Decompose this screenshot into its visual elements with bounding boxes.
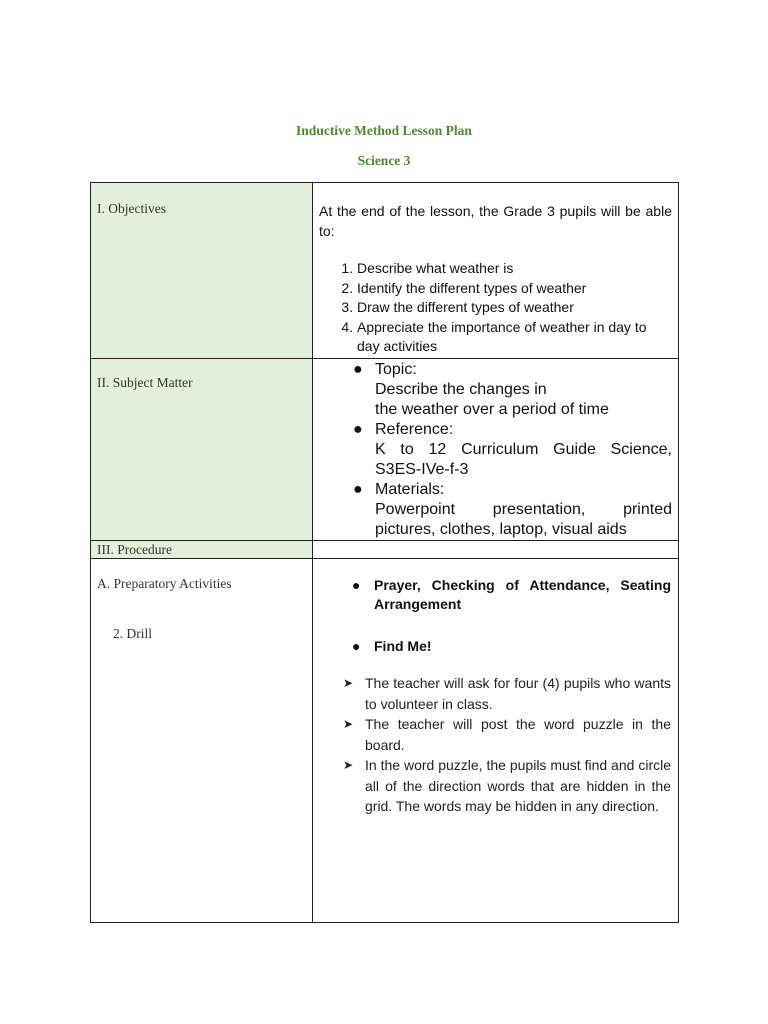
drill-step-text: The teacher will post the word puzzle in the board.	[365, 716, 671, 753]
bullet-icon: ●	[352, 577, 361, 593]
objectives-list	[313, 259, 672, 357]
reference-item	[353, 420, 672, 480]
table-row-subject-matter	[91, 359, 679, 541]
topic-line: Describe the changes in	[375, 381, 547, 398]
topic-line: the weather over a period of time	[375, 401, 609, 418]
subject-matter-label: II. Subject Matter	[97, 375, 193, 390]
bullet-icon: ●	[353, 481, 363, 498]
arrow-bullet-icon: ➤	[343, 717, 354, 731]
lesson-plan-table	[90, 182, 679, 923]
topic-item	[353, 360, 672, 420]
materials-item	[353, 480, 672, 540]
procedure-label-cell	[91, 541, 313, 559]
objectives-label: I. Objectives	[97, 201, 166, 216]
drill-step	[343, 714, 671, 755]
objective-item: 1. Describe what weather is	[357, 259, 672, 279]
document-title: Inductive Method Lesson Plan	[296, 123, 472, 138]
reference-line: S3ES-IVe-f-3	[375, 461, 469, 478]
materials-line: Powerpoint presentation, printed	[375, 501, 672, 518]
preparatory-label-cell	[91, 559, 313, 923]
reference-line: K to 12 Curriculum Guide Science,	[375, 441, 672, 458]
procedure-label: III. Procedure	[97, 542, 172, 557]
bullet-icon: ●	[353, 361, 363, 378]
subject-matter-label-cell	[91, 359, 313, 541]
drill-step-text: The teacher will ask for four (4) pupils who wants to volunteer in class.	[365, 675, 671, 712]
objectives-label-cell	[91, 183, 313, 359]
preparatory-label: A. Preparatory Activities	[97, 576, 232, 591]
document-subtitle: Science 3	[357, 153, 411, 168]
table-row-procedure	[91, 541, 679, 559]
reference-label: Reference:	[375, 421, 454, 438]
objective-item: 3. Draw the different types of weather	[357, 298, 672, 318]
materials-label: Materials:	[375, 481, 445, 498]
topic-label: Topic:	[375, 361, 417, 378]
drill-step	[343, 673, 671, 714]
objectives-intro: At the end of the lesson, the Grade 3 pupils will be able to:	[319, 203, 672, 239]
find-me-item	[352, 637, 671, 656]
find-me-text: Find Me!	[374, 638, 432, 654]
procedure-content-cell	[313, 541, 679, 559]
arrow-bullet-icon: ➤	[343, 676, 354, 690]
materials-line: pictures, clothes, laptop, visual aids	[375, 521, 627, 538]
table-row-objectives	[91, 183, 679, 359]
drill-step-text: In the word puzzle, the pupils must find and circle all of the direction words that are hidden in the grid. The words may be hidden in any direction.	[365, 757, 671, 814]
table-row-preparatory	[91, 559, 679, 923]
drill-steps-list	[313, 673, 678, 817]
drill-step	[343, 755, 671, 817]
prayer-attendance-item	[352, 576, 671, 614]
subject-matter-list	[313, 360, 672, 540]
bullet-icon: ●	[353, 421, 363, 438]
objectives-content-cell	[313, 183, 679, 359]
objective-item: 2. Identify the different types of weather	[357, 279, 672, 299]
prayer-attendance-text: Prayer, Checking of Attendance, Seating Arrangement	[374, 577, 671, 612]
arrow-bullet-icon: ➤	[343, 758, 354, 772]
drill-label: 2. Drill	[113, 626, 152, 641]
objective-item: 4. Appreciate the importance of weather in day to day activities	[357, 318, 672, 357]
subject-matter-content-cell	[313, 359, 679, 541]
bullet-icon: ●	[352, 638, 361, 654]
preparatory-content-cell	[313, 559, 679, 923]
